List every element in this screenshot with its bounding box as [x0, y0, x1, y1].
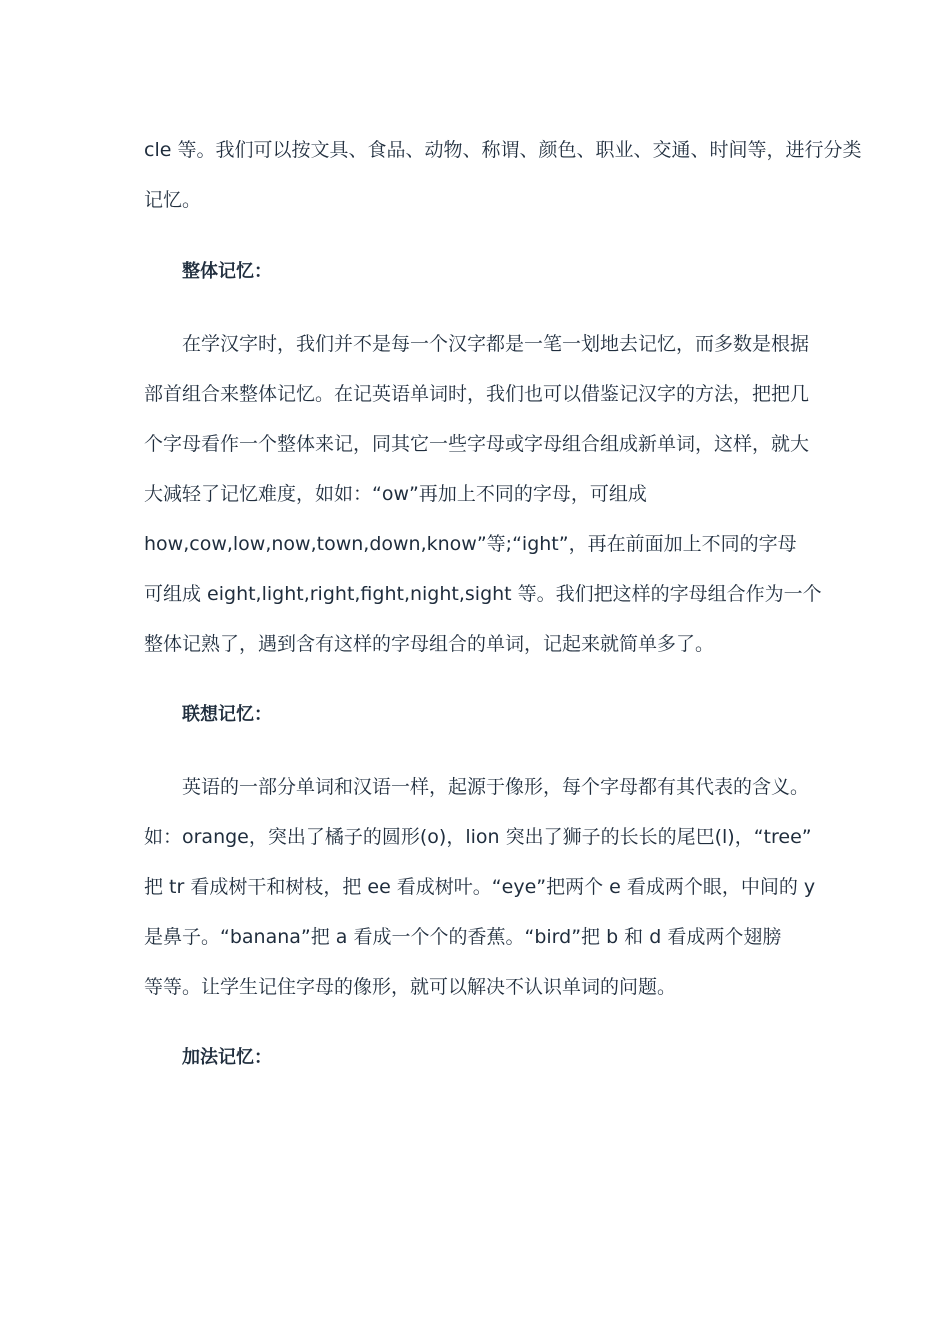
paragraph-line: 在学汉字时，我们并不是每一个汉字都是一笔一划地去记忆，而多数是根据	[144, 333, 810, 355]
paragraph-line: 整体记熟了，遇到含有这样的字母组合的单词，记起来就简单多了。	[144, 633, 715, 655]
paragraph-line: how,cow,low,now,town,down,know”等;“ight”，再在前面加上不同的字母	[144, 533, 797, 555]
paragraph-line: 把 tr 看成树干和树枝，把 ee 看成树叶。“eye”把两个 e 看成两个眼，中间的 y	[144, 876, 816, 898]
paragraph-line: cle 等。我们可以按文具、食品、动物、称谓、颜色、职业、交通、时间等，进行分类	[144, 139, 862, 161]
association-memory-paragraph	[144, 762, 814, 1012]
paragraph-line: 是鼻子。“banana”把 a 看成一个个的香蕉。“bird”把 b 和 d 看成两个翅膀	[144, 926, 782, 948]
heading-association-memory: 联想记忆：	[182, 704, 272, 725]
paragraph-line: 如：orange，突出了橘子的圆形(o)，lion 突出了狮子的长长的尾巴(l)，“tree”	[144, 826, 812, 848]
intro-paragraph	[144, 125, 862, 225]
paragraph-line: 大减轻了记忆难度，如如：“ow”再加上不同的字母，可组成	[144, 483, 647, 505]
paragraph-line: 个字母看作一个整体来记，同其它一些字母或字母组合组成新单词，这样，就大	[144, 433, 810, 455]
heading-whole-memory: 整体记忆：	[182, 261, 272, 282]
paragraph-line: 可组成 eight,light,right,fight,night,sight 等。我们把这样的字母组合作为一个	[144, 583, 822, 605]
whole-memory-paragraph	[144, 319, 822, 669]
heading-addition-memory: 加法记忆：	[182, 1047, 272, 1068]
paragraph-line: 部首组合来整体记忆。在记英语单词时，我们也可以借鉴记汉字的方法，把把几	[144, 383, 810, 405]
paragraph-line: 英语的一部分单词和汉语一样，起源于像形，每个字母都有其代表的含义。	[144, 776, 810, 798]
paragraph-line: 记忆。	[144, 189, 202, 211]
paragraph-line: 等等。让学生记住字母的像形，就可以解决不认识单词的问题。	[144, 976, 677, 998]
